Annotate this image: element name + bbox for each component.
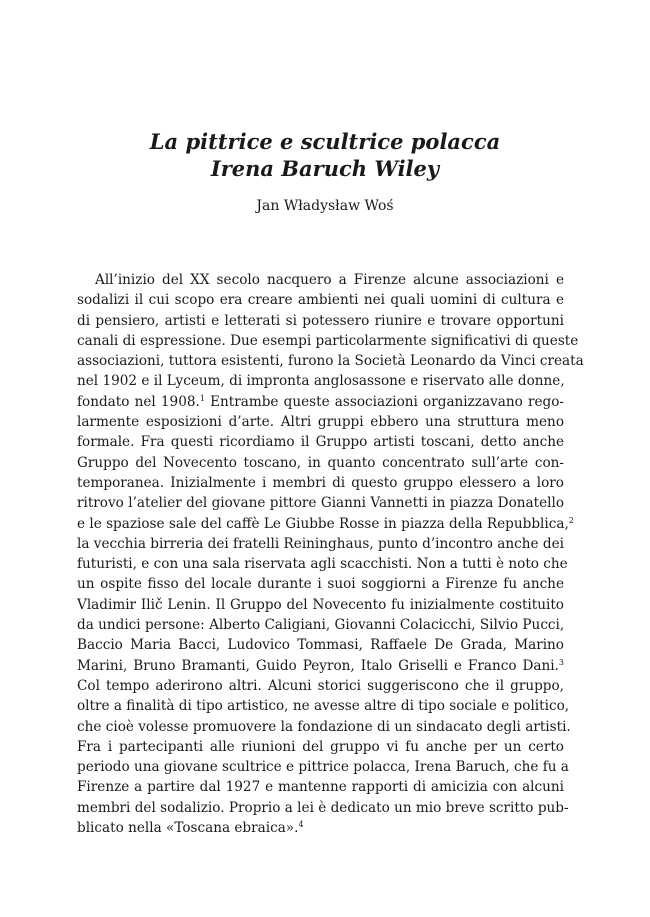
body-line bbox=[77, 554, 568, 574]
body-line bbox=[77, 331, 579, 351]
body-line-text: la vecchia birreria dei fratelli Reininghaus, punto d’incontro anche dei bbox=[77, 535, 564, 552]
body-line bbox=[77, 351, 584, 371]
body-line bbox=[77, 595, 564, 615]
body-line bbox=[77, 453, 564, 473]
body-line-text: futuristi, e con una sala riservata agli scacchisti. Non a tutti è noto che bbox=[77, 556, 568, 573]
body-line bbox=[77, 534, 564, 554]
body-line-text: membri del sodalizio. Proprio a lei è dedicato un mio breve scritto pub- bbox=[77, 799, 569, 816]
body-line-text: e le spaziose sale del caffè Le Giubbe Rosse in piazza della Repubblica, bbox=[77, 515, 569, 532]
body-line-text: fondato nel 1908. bbox=[77, 393, 200, 410]
body-line bbox=[77, 371, 564, 391]
body-line-text: All’inizio del XX secolo nacquero a Firenze alcune associazioni e bbox=[95, 272, 564, 288]
body-line bbox=[77, 615, 564, 635]
body-line bbox=[77, 290, 564, 310]
body-line-text: sodalizi il cui scopo era creare ambienti nei quali uomini di cultura e bbox=[77, 292, 564, 309]
body-line-text: periodo una giovane scultrice e pittrice polacca, Irena Baruch, che fu a bbox=[77, 759, 569, 776]
body-line bbox=[77, 737, 564, 757]
body-line bbox=[77, 696, 570, 716]
body-line-text: di pensiero, artisti e letterati si potessero riunire e trovare opportuni bbox=[77, 312, 564, 329]
body-line bbox=[77, 493, 564, 513]
body-line-text: oltre a finalità di tipo artistico, ne avesse altre di tipo sociale e politico, bbox=[77, 698, 570, 715]
footnote-marker[interactable]: 3 bbox=[558, 657, 564, 667]
body-line bbox=[77, 473, 564, 493]
body-line-text: da undici persone: Alberto Caligiani, Giovanni Colacicchi, Silvio Pucci, bbox=[77, 617, 565, 634]
footnote-marker[interactable]: 1 bbox=[199, 393, 205, 403]
body-line-text: Firenze a partire dal 1927 e mantenne rapporti di amicizia con alcuni bbox=[77, 779, 564, 796]
body-line-text: nel 1902 e il Lyceum, di impronta anglosassone e riservato alle donne, bbox=[77, 373, 565, 390]
article-title-line-2: Irena Baruch Wiley bbox=[210, 156, 440, 181]
body-paragraph bbox=[77, 270, 584, 838]
body-line-text: Baccio Maria Bacci, Ludovico Tommasi, Raffaele De Grada, Marino bbox=[77, 637, 564, 654]
body-line bbox=[77, 818, 564, 838]
body-line bbox=[77, 676, 564, 696]
body-line bbox=[77, 412, 564, 432]
article-author: Jan Władysław Woś bbox=[256, 198, 394, 214]
footnote-marker[interactable]: 4 bbox=[298, 820, 304, 830]
body-line-text: Gruppo del Novecento toscano, in quanto concentrato sull’arte con- bbox=[77, 454, 564, 471]
body-line bbox=[77, 432, 564, 452]
body-line bbox=[77, 574, 564, 594]
body-line bbox=[77, 635, 564, 655]
body-line-text: ritrovo l’atelier del giovane pittore Gianni Vannetti in piazza Donatello bbox=[77, 495, 564, 512]
body-line-text: Vladimir Ilič Lenin. Il Gruppo del Novecento fu inizialmente costituito bbox=[77, 596, 564, 613]
body-line-text: formale. Fra questi ricordiamo il Gruppo artisti toscani, detto anche bbox=[77, 434, 564, 451]
body-line bbox=[77, 656, 564, 676]
body-line-text: un ospite fisso del locale durante i suoi soggiorni a Firenze fu anche bbox=[77, 576, 564, 593]
body-line bbox=[77, 798, 569, 818]
body-line-text-continued: Entrambe queste associazioni organizzavano rego- bbox=[204, 393, 564, 410]
body-line-text: Fra i partecipanti alle riunioni del gruppo vi fu anche per un certo bbox=[77, 738, 564, 755]
footnote-marker[interactable]: 2 bbox=[568, 515, 574, 525]
body-line bbox=[77, 757, 569, 777]
body-line-text: blicato nella «Toscana ebraica». bbox=[77, 820, 299, 837]
body-line-text: Col tempo aderirono altri. Alcuni storici suggeriscono che il gruppo, bbox=[77, 677, 564, 694]
body-line bbox=[77, 777, 564, 797]
body-line bbox=[77, 270, 564, 290]
body-line-text: Marini, Bruno Bramanti, Guido Peyron, Italo Griselli e Franco Dani. bbox=[77, 657, 559, 674]
body-line bbox=[77, 311, 564, 331]
body-line bbox=[77, 392, 564, 412]
body-line bbox=[77, 514, 574, 534]
body-line-text: che cioè volesse promuovere la fondazione di un sindacato degli artisti. bbox=[77, 718, 571, 735]
body-line-text: associazioni, tuttora esistenti, furono la Società Leonardo da Vinci creata bbox=[77, 353, 584, 370]
body-line bbox=[77, 717, 571, 737]
body-line-text: canali di espressione. Due esempi particolarmente significativi di queste bbox=[77, 332, 579, 349]
article-title-line-1: La pittrice e scultrice polacca bbox=[149, 129, 501, 154]
body-line-text: temporanea. Inizialmente i membri di questo gruppo elessero a loro bbox=[77, 474, 564, 491]
body-line-text: larmente esposizioni d’arte. Altri gruppi ebbero una struttura meno bbox=[77, 414, 564, 431]
